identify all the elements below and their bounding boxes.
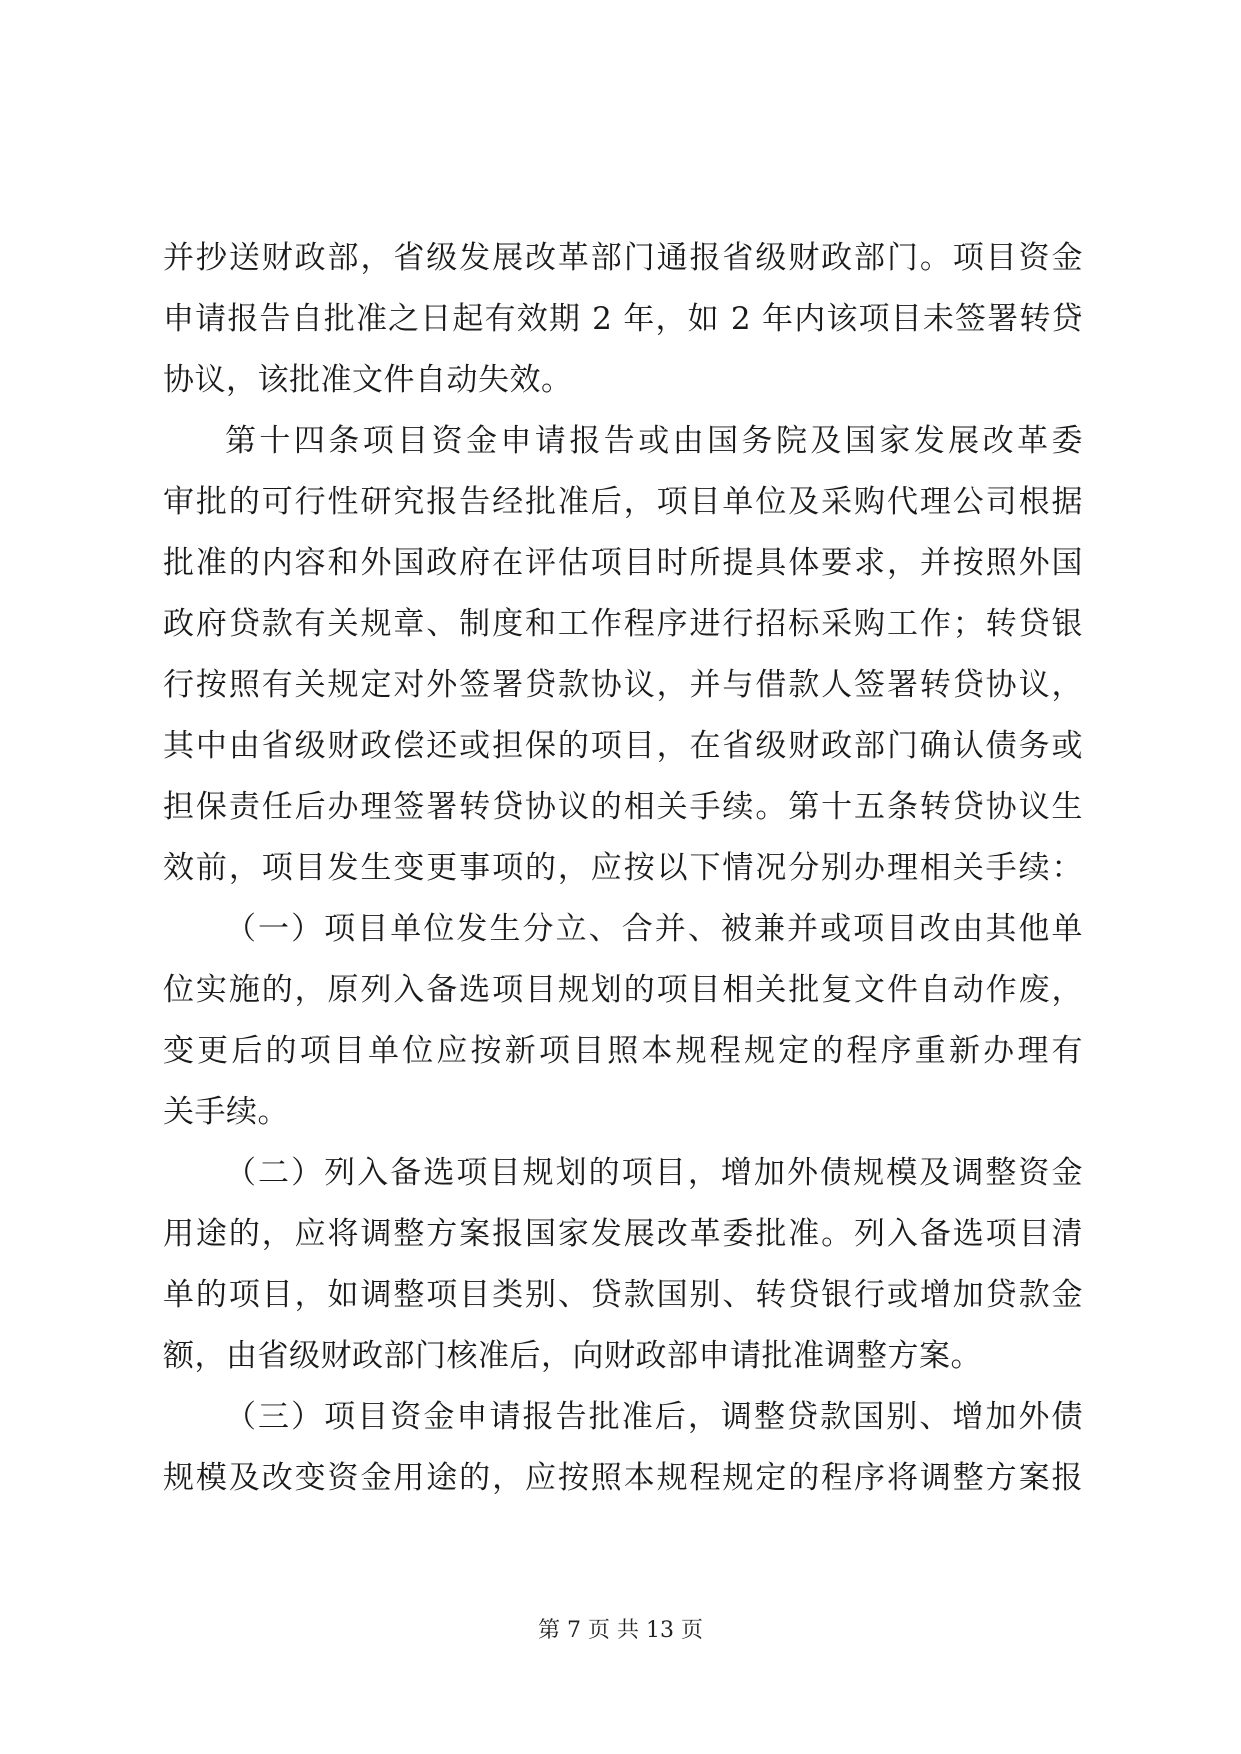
text-line: （三）项目资金申请报告批准后，调整贷款国别、增加外债 — [225, 1399, 1083, 1435]
text-line: 担保责任后办理签署转贷协议的相关手续。第十五条转贷协议生 — [163, 789, 1083, 825]
page-number-footer: 第 7 页 共 13 页 — [538, 1618, 703, 1643]
text-line: 单的项目，如调整项目类别、贷款国别、转贷银行或增加贷款金 — [163, 1277, 1083, 1313]
document-body — [163, 228, 1083, 1509]
text-line: 协议，该批准文件自动失效。 — [163, 362, 573, 398]
text-line: 第十四条项目资金申请报告或由国务院及国家发展改革委 — [225, 423, 1083, 459]
text-line: 效前，项目发生变更事项的，应按以下情况分别办理相关手续： — [163, 850, 1083, 886]
text-line: 变更后的项目单位应按新项目照本规程规定的程序重新办理有 — [163, 1033, 1083, 1069]
text-line: 位实施的，原列入备选项目规划的项目相关批复文件自动作废， — [163, 972, 1083, 1008]
text-line: 政府贷款有关规章、制度和工作程序进行招标采购工作；转贷银 — [163, 606, 1083, 642]
text-line: 行按照有关规定对外签署贷款协议，并与借款人签署转贷协议， — [163, 667, 1083, 703]
text-line: 关手续。 — [163, 1094, 289, 1130]
text-line: 其中由省级财政偿还或担保的项目，在省级财政部门确认债务或 — [163, 728, 1083, 764]
text-line: 申请报告自批准之日起有效期 2 年，如 2 年内该项目未签署转贷 — [163, 301, 1083, 337]
text-line: 额，由省级财政部门核准后，向财政部申请批准调整方案。 — [163, 1338, 982, 1374]
text-line: 用途的，应将调整方案报国家发展改革委批准。列入备选项目清 — [163, 1216, 1083, 1252]
text-line: 审批的可行性研究报告经批准后，项目单位及采购代理公司根据 — [163, 484, 1083, 520]
text-line: （一）项目单位发生分立、合并、被兼并或项目改由其他单 — [225, 911, 1083, 947]
text-line: 规模及改变资金用途的，应按照本规程规定的程序将调整方案报 — [163, 1460, 1083, 1496]
text-line: （二）列入备选项目规划的项目，增加外债规模及调整资金 — [225, 1155, 1083, 1191]
text-line: 并抄送财政部，省级发展改革部门通报省级财政部门。项目资金 — [163, 240, 1083, 276]
text-line: 批准的内容和外国政府在评估项目时所提具体要求，并按照外国 — [163, 545, 1083, 581]
